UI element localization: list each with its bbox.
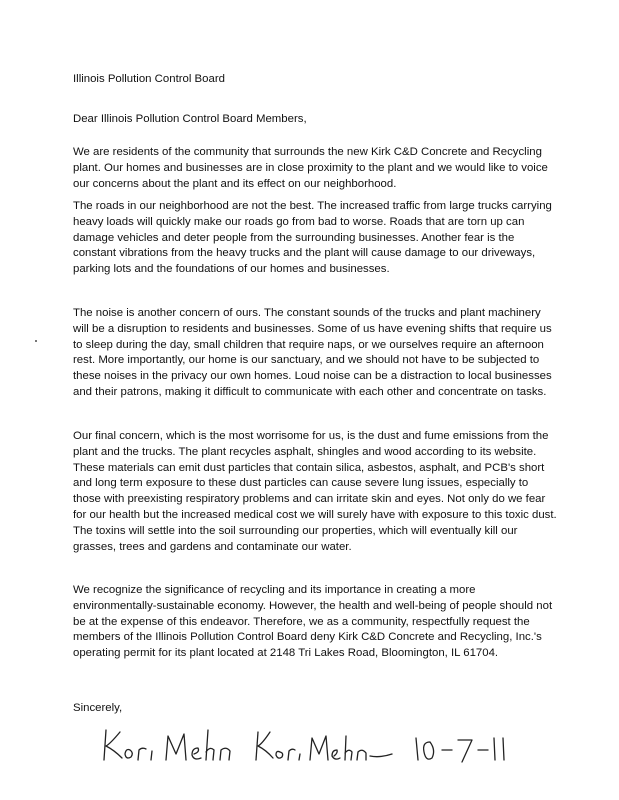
paragraph-roads: The roads in our neighborhood are not the best. The increased traffic from large trucks carrying heavy loads will quickly make our roads go from bad to worse. Roads that are torn up can damage vehicles and deter people from the surrounding businesses. Another fear is the constant vibrations from the heavy trucks and the plant will cause damage to our driveways, parking lots and the foundations of our homes and businesses. [73, 200, 552, 276]
paragraph-intro: We are residents of the community that surrounds the new Kirk C&D Concrete and Recycling plant. Our homes and businesses are in close proximity to the plant and we would like to voice our concerns about the plant and its effect on our neighborhood. [73, 146, 548, 190]
paragraph-request: We recognize the significance of recycling and its importance in creating a more environmentally-sustainable economy. However, the health and well-being of people should not be at the expense of this endeavor. Therefore, we as a community, respectfully request the members of the Illinois Pollution Control Board deny Kirk C&D Concrete and Recycling, Inc.'s operating permit for its plant located at 2148 Tri Lakes Road, Bloomington, IL 61704. [73, 584, 553, 660]
scan-speck [35, 340, 37, 342]
salutation: Dear Illinois Pollution Control Board Members, [73, 113, 307, 125]
recipient-line: Illinois Pollution Control Board [73, 73, 225, 85]
paragraph-noise: The noise is another concern of ours. The constant sounds of the trucks and plant machinery will be a disruption to residents and businesses. Some of us have evening shifts that require us to sleep during the day, small children that require naps, or we ourselves require an afternoon rest. More importantly, our home is our sanctuary, and we should not have to be subjected to these noises in the privacy our own homes. Loud noise can be a distraction to local businesses and their patrons, making it difficult to communicate with each other and concentrate on tasks. [73, 307, 552, 398]
handwritten-signature [100, 720, 520, 770]
paragraph-dust: Our final concern, which is the most worrisome for us, is the dust and fume emissions from the plant and the trucks. The plant recycles asphalt, shingles and wood according to its website. These materials can emit dust particles that contain silica, asbestos, asphalt, and PCB's short and long term exposure to these dust particles can cause severe lung issues, especially to those with preexisting respiratory problems and can irritate skin and eyes. Not only do we fear for our health but the increased medical cost we will surely have with exposure to this toxic dust. The toxins will settle into the soil surrounding our properties, which will eventually kill our grasses, trees and gardens and contaminate our water. [73, 430, 557, 553]
closing: Sincerely, [73, 702, 123, 714]
